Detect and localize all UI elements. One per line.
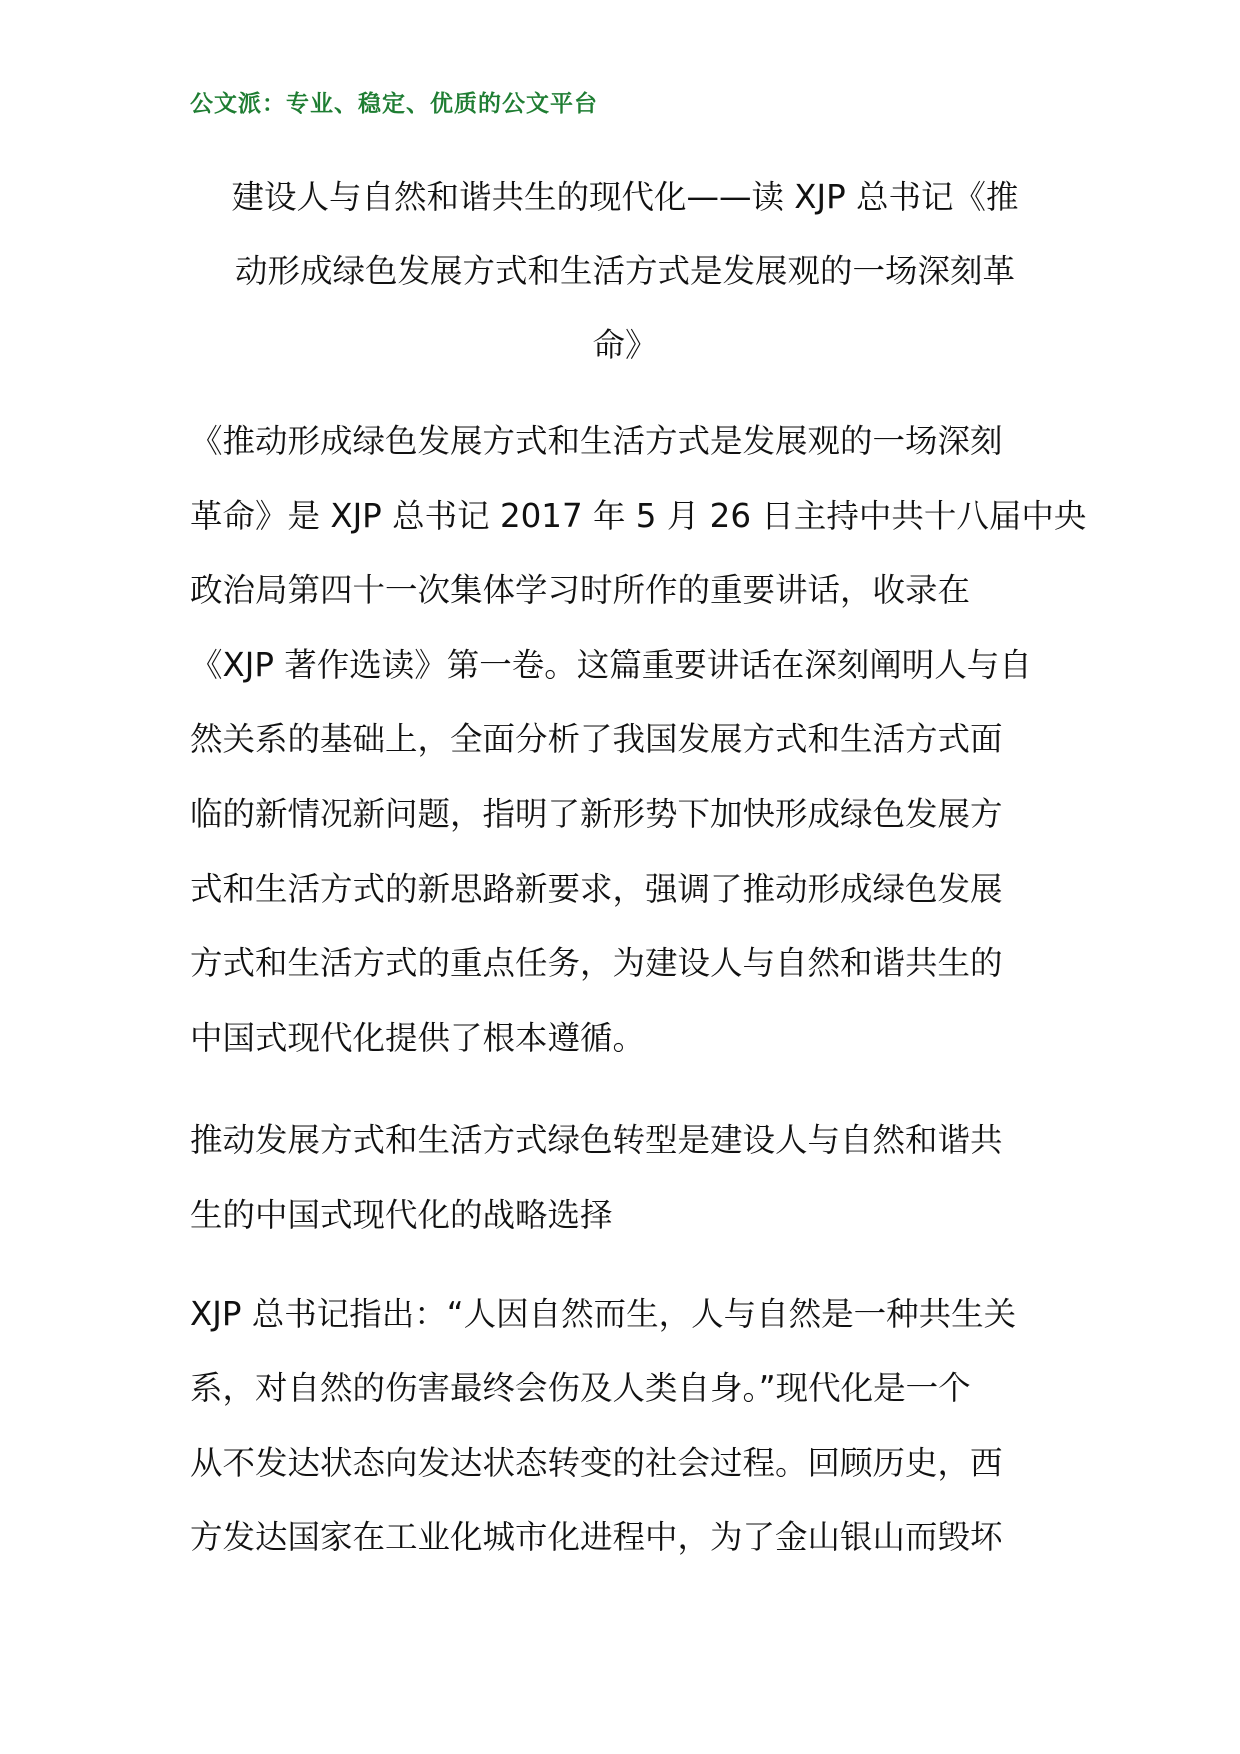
intro-paragraph xyxy=(190,404,1087,1075)
paragraph-line: 然关系的基础上，全面分析了我国发展方式和生活方式面 xyxy=(190,720,1003,759)
title-line: 命》 xyxy=(592,326,658,364)
paragraph-line: XJP 总书记指出：“人因自然而生，人与自然是一种共生关 xyxy=(190,1294,1017,1333)
paragraph-line: 从不发达状态向发达状态转变的社会过程。回顾历史，西 xyxy=(190,1443,1003,1482)
title-line: 建设人与自然和谐共生的现代化——读 XJP 总书记《推 xyxy=(231,178,1019,216)
paragraph-line: 方发达国家在工业化城市化进程中，为了金山银山而毁坏 xyxy=(190,1518,1003,1557)
paragraph-line: 式和生活方式的新思路新要求，强调了推动形成绿色发展 xyxy=(190,869,1003,908)
document-body xyxy=(190,404,1087,1575)
paragraph-line: 系，对自然的伤害最终会伤及人类自身。”现代化是一个 xyxy=(190,1369,971,1408)
paragraph-line: 《推动形成绿色发展方式和生活方式是发展观的一场深刻 xyxy=(190,422,1003,460)
paragraph-line: 政治局第四十一次集体学习时所作的重要讲话，收录在 xyxy=(190,571,971,610)
header-brand-text: 公文派：专业、稳定、优质的公文平台 xyxy=(190,90,598,117)
title-line: 动形成绿色发展方式和生活方式是发展观的一场深刻革 xyxy=(234,252,1015,290)
document-title xyxy=(190,160,1060,382)
paragraph-line: 生的中国式现代化的战略选择 xyxy=(190,1195,613,1234)
paragraph-line: 临的新情况新问题，指明了新形势下加快形成绿色发展方 xyxy=(190,794,1003,833)
paragraph-line: 《XJP 著作选读》第一卷。这篇重要讲话在深刻阐明人与自 xyxy=(190,645,1032,684)
section-heading xyxy=(190,1103,1060,1252)
body-paragraph xyxy=(190,1277,1060,1575)
paragraph-line: 推动发展方式和生活方式绿色转型是建设人与自然和谐共 xyxy=(190,1121,1003,1160)
paragraph-line: 革命》是 XJP 总书记 2017 年 5 月 26 日主持中共十八届中央 xyxy=(190,496,1087,535)
paragraph-line: 中国式现代化提供了根本遵循。 xyxy=(190,1018,646,1057)
paragraph-line: 方式和生活方式的重点任务，为建设人与自然和谐共生的 xyxy=(190,944,1003,983)
